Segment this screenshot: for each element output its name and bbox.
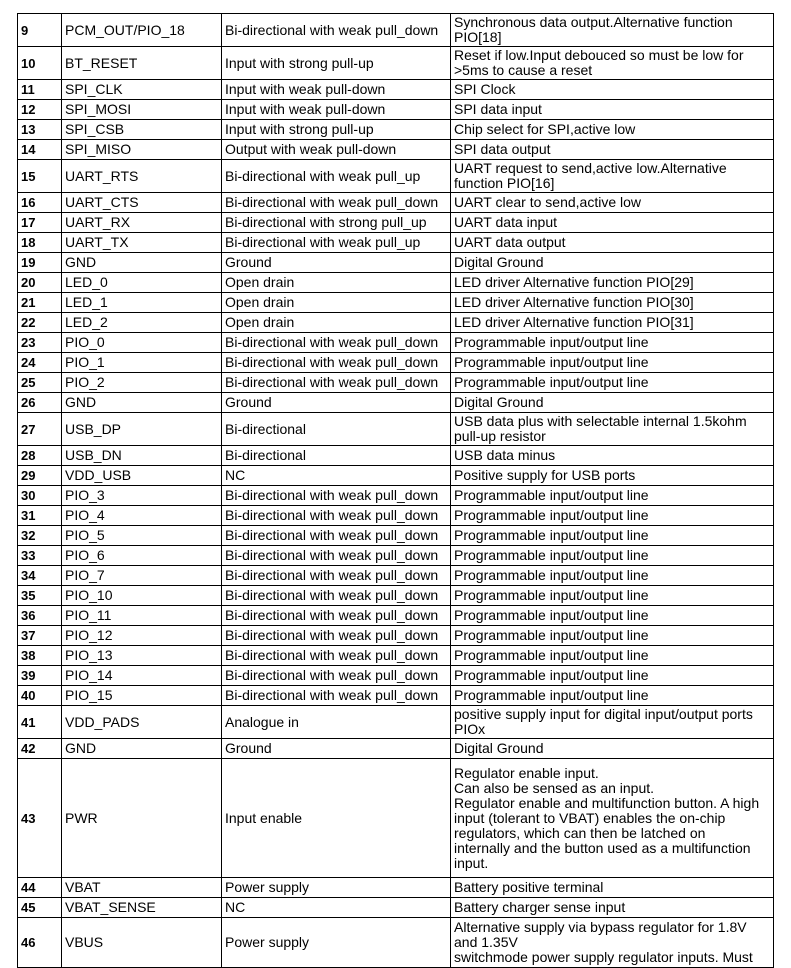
- pin-type-cell: Bi-directional with weak pull_down: [222, 666, 451, 686]
- pin-description-cell: LED driver Alternative function PIO[29]: [451, 273, 774, 293]
- pin-number-cell: 15: [18, 160, 62, 193]
- pin-number-cell: 34: [18, 566, 62, 586]
- pin-number-cell: 35: [18, 586, 62, 606]
- pin-type-cell: Bi-directional with weak pull_down: [222, 506, 451, 526]
- pin-type-cell: Bi-directional with weak pull_down: [222, 373, 451, 393]
- pin-type-cell: Analogue in: [222, 706, 451, 739]
- table-row: [18, 47, 774, 80]
- pin-description-cell: Digital Ground: [451, 253, 774, 273]
- pin-number-cell: 32: [18, 526, 62, 546]
- pin-name-cell: PIO_3: [62, 486, 222, 506]
- pin-name-cell: PIO_4: [62, 506, 222, 526]
- pin-number-cell: 20: [18, 273, 62, 293]
- pin-type-cell: Bi-directional with weak pull_down: [222, 353, 451, 373]
- pin-name-cell: UART_RX: [62, 213, 222, 233]
- pin-number-cell: 39: [18, 666, 62, 686]
- table-row: [18, 193, 774, 213]
- pin-name-cell: VDD_USB: [62, 466, 222, 486]
- pin-number-cell: 13: [18, 120, 62, 140]
- pin-type-cell: Bi-directional with weak pull_down: [222, 566, 451, 586]
- pin-type-cell: Input with strong pull-up: [222, 120, 451, 140]
- pin-description-cell: Positive supply for USB ports: [451, 466, 774, 486]
- pin-type-cell: Bi-directional with weak pull_down: [222, 606, 451, 626]
- pin-description-cell: UART clear to send,active low: [451, 193, 774, 213]
- pin-number-cell: 22: [18, 313, 62, 333]
- pin-name-cell: VBAT_SENSE: [62, 898, 222, 918]
- pin-name-cell: PIO_13: [62, 646, 222, 666]
- pin-description-cell: Programmable input/output line: [451, 526, 774, 546]
- pin-name-cell: BT_RESET: [62, 47, 222, 80]
- pin-number-cell: 40: [18, 686, 62, 706]
- pin-description-cell: UART request to send,active low.Alternative function PIO[16]: [451, 160, 774, 193]
- pin-number-cell: 41: [18, 706, 62, 739]
- table-row: [18, 293, 774, 313]
- pin-name-cell: USB_DP: [62, 413, 222, 446]
- pin-description-cell: Programmable input/output line: [451, 586, 774, 606]
- pin-name-cell: PIO_6: [62, 546, 222, 566]
- pin-type-cell: NC: [222, 466, 451, 486]
- table-row: [18, 140, 774, 160]
- pin-description-cell: Programmable input/output line: [451, 486, 774, 506]
- pin-description-cell: SPI data output: [451, 140, 774, 160]
- table-row: [18, 566, 774, 586]
- pin-name-cell: PIO_15: [62, 686, 222, 706]
- pin-number-cell: 11: [18, 80, 62, 100]
- pin-description-cell: Programmable input/output line: [451, 626, 774, 646]
- pin-number-cell: 43: [18, 759, 62, 878]
- pin-description-cell: Battery charger sense input: [451, 898, 774, 918]
- pin-type-cell: Input with weak pull-down: [222, 80, 451, 100]
- table-row: [18, 706, 774, 739]
- pin-name-cell: PCM_OUT/PIO_18: [62, 14, 222, 47]
- pin-type-cell: Input enable: [222, 759, 451, 878]
- table-row: [18, 233, 774, 253]
- table-row: [18, 546, 774, 566]
- pin-number-cell: 17: [18, 213, 62, 233]
- pin-name-cell: GND: [62, 393, 222, 413]
- pin-rows: [18, 14, 774, 968]
- pin-name-cell: SPI_CLK: [62, 80, 222, 100]
- pin-description-cell: SPI data input: [451, 100, 774, 120]
- pin-name-cell: VBUS: [62, 918, 222, 968]
- pin-name-cell: PIO_2: [62, 373, 222, 393]
- table-row: [18, 898, 774, 918]
- pin-number-cell: 24: [18, 353, 62, 373]
- pin-description-cell: Programmable input/output line: [451, 566, 774, 586]
- pin-number-cell: 19: [18, 253, 62, 273]
- pin-type-cell: Bi-directional with weak pull_up: [222, 233, 451, 253]
- pin-type-cell: Bi-directional with weak pull_down: [222, 526, 451, 546]
- pin-type-cell: Ground: [222, 739, 451, 759]
- pin-description-cell: Alternative supply via bypass regulator for 1.8V and 1.35V switchmode power supply regulator inputs. Must: [451, 918, 774, 968]
- pin-type-cell: Bi-directional: [222, 446, 451, 466]
- table-row: [18, 466, 774, 486]
- pin-number-cell: 45: [18, 898, 62, 918]
- pin-name-cell: SPI_MOSI: [62, 100, 222, 120]
- pin-name-cell: PIO_1: [62, 353, 222, 373]
- pin-name-cell: PWR: [62, 759, 222, 878]
- table-row: [18, 506, 774, 526]
- pin-name-cell: PIO_7: [62, 566, 222, 586]
- pin-number-cell: 14: [18, 140, 62, 160]
- pin-type-cell: Bi-directional: [222, 413, 451, 446]
- pin-number-cell: 36: [18, 606, 62, 626]
- pin-description-cell: Programmable input/output line: [451, 646, 774, 666]
- pin-name-cell: USB_DN: [62, 446, 222, 466]
- pin-type-cell: NC: [222, 898, 451, 918]
- pin-number-cell: 31: [18, 506, 62, 526]
- pin-description-cell: Battery positive terminal: [451, 878, 774, 898]
- pin-description-cell: Digital Ground: [451, 393, 774, 413]
- pin-description-cell: positive supply input for digital input/output ports PIOx: [451, 706, 774, 739]
- pin-name-cell: GND: [62, 253, 222, 273]
- pin-type-cell: Bi-directional with weak pull_down: [222, 686, 451, 706]
- table-row: [18, 253, 774, 273]
- pin-number-cell: 18: [18, 233, 62, 253]
- pin-type-cell: Output with weak pull-down: [222, 140, 451, 160]
- table-row: [18, 486, 774, 506]
- pin-number-cell: 30: [18, 486, 62, 506]
- pin-type-cell: Ground: [222, 393, 451, 413]
- pin-description-cell: USB data plus with selectable internal 1.5kohm pull-up resistor: [451, 413, 774, 446]
- pin-description-cell: LED driver Alternative function PIO[31]: [451, 313, 774, 333]
- pin-number-cell: 29: [18, 466, 62, 486]
- pin-number-cell: 28: [18, 446, 62, 466]
- pin-type-cell: Bi-directional with weak pull_up: [222, 160, 451, 193]
- pin-type-cell: Power supply: [222, 918, 451, 968]
- pin-number-cell: 42: [18, 739, 62, 759]
- pin-type-cell: Bi-directional with weak pull_down: [222, 486, 451, 506]
- pin-description-cell: LED driver Alternative function PIO[30]: [451, 293, 774, 313]
- pin-number-cell: 38: [18, 646, 62, 666]
- pin-description-cell: UART data output: [451, 233, 774, 253]
- pin-type-cell: Bi-directional with weak pull_down: [222, 626, 451, 646]
- table-row: [18, 100, 774, 120]
- pin-description-cell: Programmable input/output line: [451, 353, 774, 373]
- pin-name-cell: VBAT: [62, 878, 222, 898]
- pin-number-cell: 26: [18, 393, 62, 413]
- pin-name-cell: UART_RTS: [62, 160, 222, 193]
- pin-name-cell: PIO_0: [62, 333, 222, 353]
- table-row: [18, 739, 774, 759]
- pin-number-cell: 12: [18, 100, 62, 120]
- pin-type-cell: Power supply: [222, 878, 451, 898]
- pin-type-cell: Open drain: [222, 293, 451, 313]
- table-row: [18, 759, 774, 878]
- table-row: [18, 646, 774, 666]
- pin-type-cell: Input with weak pull-down: [222, 100, 451, 120]
- pin-name-cell: GND: [62, 739, 222, 759]
- pin-description-cell: Synchronous data output.Alternative function PIO[18]: [451, 14, 774, 47]
- pin-number-cell: 37: [18, 626, 62, 646]
- pin-type-cell: Open drain: [222, 273, 451, 293]
- pin-number-cell: 21: [18, 293, 62, 313]
- table-row: [18, 606, 774, 626]
- pin-description-cell: Programmable input/output line: [451, 373, 774, 393]
- pin-number-cell: 23: [18, 333, 62, 353]
- table-row: [18, 160, 774, 193]
- pin-description-cell: Digital Ground: [451, 739, 774, 759]
- pin-description-cell: Regulator enable input. Can also be sensed as an input. Regulator enable and multifunction button. A high input (tolerant to VBAT) enables the on-chip regulators, which can then be latched on internally and the button used as a multifunction input.: [451, 759, 774, 878]
- pin-name-cell: PIO_5: [62, 526, 222, 546]
- pin-type-cell: Bi-directional with weak pull_down: [222, 193, 451, 213]
- pin-name-cell: PIO_11: [62, 606, 222, 626]
- pin-type-cell: Open drain: [222, 313, 451, 333]
- pin-description-table: [17, 13, 774, 968]
- pin-name-cell: PIO_12: [62, 626, 222, 646]
- pin-description-cell: Programmable input/output line: [451, 546, 774, 566]
- pin-number-cell: 10: [18, 47, 62, 80]
- pin-number-cell: 9: [18, 14, 62, 47]
- table-row: [18, 526, 774, 546]
- table-row: [18, 666, 774, 686]
- table-row: [18, 313, 774, 333]
- pin-description-cell: Chip select for SPI,active low: [451, 120, 774, 140]
- pin-name-cell: UART_CTS: [62, 193, 222, 213]
- pin-name-cell: LED_1: [62, 293, 222, 313]
- pin-number-cell: 46: [18, 918, 62, 968]
- pin-description-cell: SPI Clock: [451, 80, 774, 100]
- pin-name-cell: SPI_MISO: [62, 140, 222, 160]
- pin-number-cell: 33: [18, 546, 62, 566]
- pin-name-cell: SPI_CSB: [62, 120, 222, 140]
- pin-name-cell: UART_TX: [62, 233, 222, 253]
- pin-type-cell: Bi-directional with weak pull_down: [222, 586, 451, 606]
- table-row: [18, 273, 774, 293]
- table-row: [18, 353, 774, 373]
- pin-type-cell: Bi-directional with weak pull_down: [222, 333, 451, 353]
- pin-type-cell: Bi-directional with weak pull_down: [222, 646, 451, 666]
- pin-description-cell: Programmable input/output line: [451, 506, 774, 526]
- table-row: [18, 413, 774, 446]
- pin-description-cell: Programmable input/output line: [451, 606, 774, 626]
- pin-type-cell: Bi-directional with strong pull_up: [222, 213, 451, 233]
- table-row: [18, 686, 774, 706]
- pin-number-cell: 25: [18, 373, 62, 393]
- pin-number-cell: 44: [18, 878, 62, 898]
- table-row: [18, 373, 774, 393]
- pin-type-cell: Bi-directional with weak pull_down: [222, 14, 451, 47]
- pin-type-cell: Ground: [222, 253, 451, 273]
- table-row: [18, 333, 774, 353]
- table-row: [18, 446, 774, 466]
- pin-description-cell: USB data minus: [451, 446, 774, 466]
- pin-name-cell: VDD_PADS: [62, 706, 222, 739]
- table-row: [18, 14, 774, 47]
- pin-type-cell: Bi-directional with weak pull_down: [222, 546, 451, 566]
- pin-description-cell: Programmable input/output line: [451, 333, 774, 353]
- pin-description-cell: UART data input: [451, 213, 774, 233]
- pin-type-cell: Input with strong pull-up: [222, 47, 451, 80]
- pin-name-cell: LED_2: [62, 313, 222, 333]
- pin-number-cell: 27: [18, 413, 62, 446]
- pin-name-cell: LED_0: [62, 273, 222, 293]
- table-row: [18, 80, 774, 100]
- table-row: [18, 626, 774, 646]
- pin-description-cell: Programmable input/output line: [451, 686, 774, 706]
- table-row: [18, 213, 774, 233]
- table-row: [18, 586, 774, 606]
- pin-name-cell: PIO_10: [62, 586, 222, 606]
- pin-description-cell: Reset if low.Input debouced so must be low for >5ms to cause a reset: [451, 47, 774, 80]
- pin-name-cell: PIO_14: [62, 666, 222, 686]
- table-row: [18, 120, 774, 140]
- table-row: [18, 393, 774, 413]
- table-row: [18, 918, 774, 968]
- table-row: [18, 878, 774, 898]
- pin-number-cell: 16: [18, 193, 62, 213]
- pin-description-cell: Programmable input/output line: [451, 666, 774, 686]
